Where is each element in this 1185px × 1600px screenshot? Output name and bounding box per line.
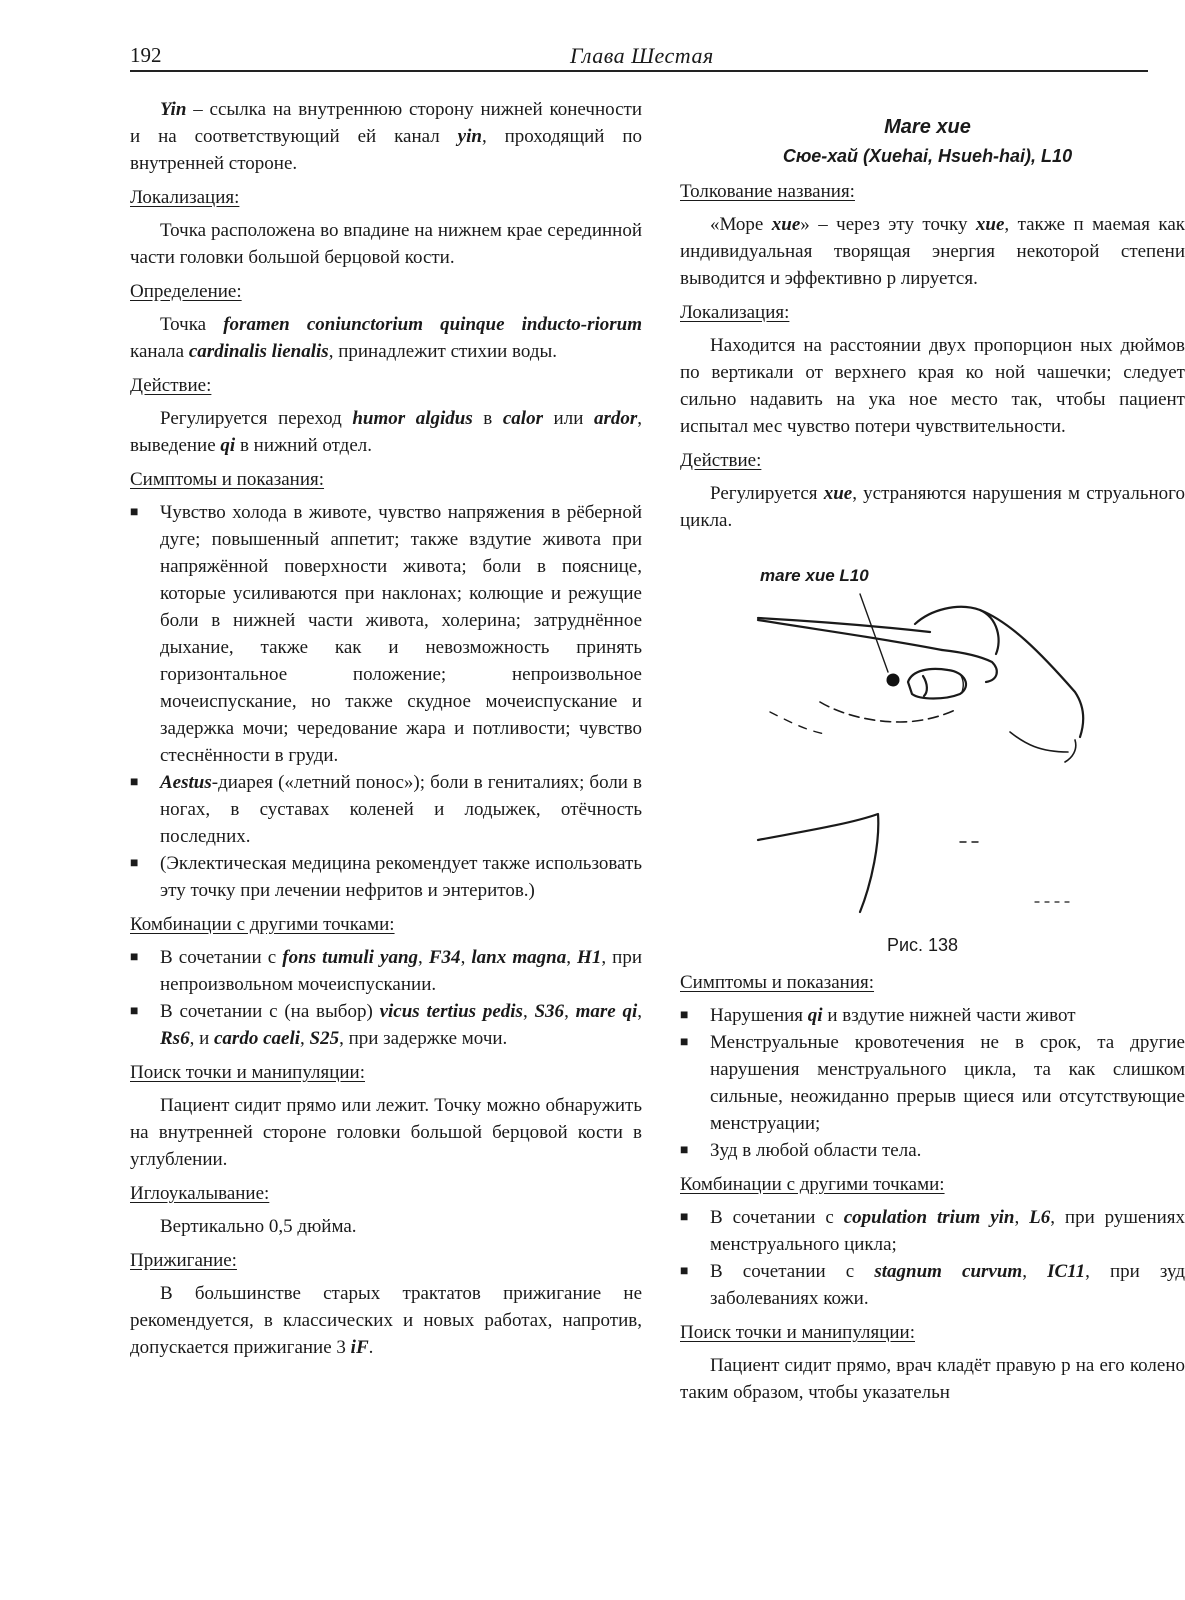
localization-heading-text: Локализация: (680, 302, 790, 323)
part: , (637, 1001, 643, 1022)
list-item-text: Менструальные кровотечения не в срок, та другие нарушения менструального цикла, та как слишком сильные, неожиданно прерыв щиеся или отсутствующие менструации; (710, 1032, 1185, 1134)
acupuncture-heading-text: Иглоукалывание: (130, 1183, 270, 1204)
list-item-text: Зуд в любой области тела. (710, 1140, 922, 1161)
combinations-heading (130, 911, 642, 938)
list-item (130, 769, 642, 850)
definition-term: foramen coniunctorium quinque inducto-riorum (223, 314, 642, 335)
header-rule (130, 70, 1148, 72)
term: S25 (309, 1028, 340, 1049)
left-column (130, 96, 642, 1361)
action-term: ardor (593, 408, 638, 429)
symptoms-list (130, 499, 642, 904)
action-heading-text: Действие: (680, 450, 762, 471)
combinations-heading-text: Комбинации с другими точками: (130, 914, 395, 935)
part: , при рушениях менструального цикла; (710, 1207, 1185, 1255)
part: В сочетании с (на выбор) (160, 1001, 380, 1022)
localization-heading (130, 184, 642, 211)
name-interpretation-heading (680, 178, 1185, 205)
right-column (680, 113, 1185, 1406)
list-item-text: Чувство холода в животе, чувство напряжения в рёберной дуге; повышенный аппетит; также вздутие живота при напряжённой поверхности живота; боли в пояснице, которые усиливаются при наклонах; колющие и режущие боли в нижней части живота, холерина; затруднённое дыхание, также как и невозможность принять горизонтальное положение; непроизвольное мочеиспускание, но также скудное мочеиспускание и задержка мочи; чередование жара и потливости; чувство стеснённости в груди. (160, 502, 642, 766)
term: vicus tertius pedis (379, 1001, 523, 1022)
part: Регулируется (710, 483, 824, 504)
term: fons tumuli yang (282, 947, 419, 968)
figure-138 (680, 562, 1185, 962)
action-heading (130, 372, 642, 399)
part: , (1014, 1207, 1030, 1228)
part: , устраняются нарушения м струального цикла. (680, 483, 1185, 531)
acupuncture-text: Вертикально 0,5 дюйма. (160, 1216, 357, 1237)
term: H1 (577, 947, 602, 968)
list-item (680, 1029, 1185, 1137)
part: , (564, 1001, 576, 1022)
moxibustion-heading (130, 1247, 642, 1274)
search-heading-text: Поиск точки и манипуляции: (680, 1322, 915, 1343)
list-item (680, 1002, 1185, 1029)
square-bullet-icon: ■ (130, 1004, 139, 1019)
list-item (130, 944, 642, 998)
part: «Море (710, 214, 772, 235)
hand-on-knee-illustration (680, 562, 1185, 932)
part: В сочетании с (160, 947, 283, 968)
name-interpretation-text (680, 211, 1185, 292)
search-heading-right (680, 1319, 1185, 1346)
part: , при непроизвольном мочеиспускании. (160, 947, 643, 995)
part: и вздутие нижней части живот (822, 1005, 1076, 1026)
part: , (522, 1001, 535, 1022)
action-text (130, 405, 642, 459)
symptoms-heading-text: Симптомы и показания: (130, 469, 325, 490)
square-bullet-icon: ■ (680, 1008, 689, 1023)
list-item (680, 1258, 1185, 1312)
square-bullet-icon: ■ (130, 950, 139, 965)
part: . (368, 1337, 374, 1358)
intro-paragraph (130, 96, 642, 177)
search-text: Пациент сидит прямо или лежит. Точку можно обнаружить на внутренней стороне головки большой берцовой кости в углублении. (130, 1095, 642, 1170)
term: cardo caeli (214, 1028, 301, 1049)
point-title: Mare xue (884, 116, 971, 138)
part: , при зуд заболеваниях кожи. (710, 1261, 1185, 1309)
term: xue (823, 483, 853, 504)
part: » – через эту точку (800, 214, 976, 235)
list-item (130, 499, 642, 769)
action-term: calor (502, 408, 543, 429)
chapter-title: Глава Шестая (570, 43, 714, 68)
action-heading-text: Действие: (130, 375, 212, 396)
symptoms-heading-right (680, 969, 1185, 996)
definition-heading (130, 278, 642, 305)
term: qi (807, 1005, 823, 1026)
term: F34 (428, 947, 461, 968)
page-number: 192 (130, 43, 162, 67)
figure-caption: Рис. 138 (886, 935, 959, 955)
action-part: или (542, 408, 594, 429)
action-part: в нижний отдел. (235, 435, 373, 456)
intro-text-2: , проходящий по внутренней стороне. (130, 126, 643, 174)
term: Rs6 (160, 1028, 190, 1049)
term: copulation trium yin (843, 1207, 1015, 1228)
list-item (130, 998, 642, 1052)
action-part: Регулируется переход (160, 408, 353, 429)
definition-part: , принадлежит стихии воды. (328, 341, 558, 362)
localization-heading-text: Локализация: (130, 187, 240, 208)
action-part: , выведение (130, 408, 642, 456)
symptoms-heading (130, 466, 642, 493)
list-item (680, 1204, 1185, 1258)
term: xue (771, 214, 801, 235)
list-item (680, 1137, 1185, 1164)
part: В сочетании с (710, 1261, 875, 1282)
term: L6 (1029, 1207, 1051, 1228)
term: S36 (534, 1001, 565, 1022)
localization-text-right: Находится на расстоянии двух пропорцион ных дюймов по вертикали от верхнего края ко ной чашечки; следует сильно надавить на ука ное место так, чтобы пациент испытал мес чувство потери чувствительности. (680, 335, 1185, 437)
part: , (418, 947, 429, 968)
symptoms-list-right (680, 1002, 1185, 1164)
term: iF (350, 1337, 369, 1358)
search-text-right: Пациент сидит прямо, врач кладёт правую р на его колено таким образом, чтобы указательн (680, 1355, 1185, 1403)
term: IC11 (1047, 1261, 1086, 1282)
action-term: qi (220, 435, 236, 456)
figure-label: mare xue L10 (760, 566, 869, 585)
part: , при задержке мочи. (339, 1028, 508, 1049)
part: Нарушения (710, 1005, 808, 1026)
moxibustion-heading-text: Прижигание: (130, 1250, 237, 1271)
point-subtitle: Сюе-хай (Xuehai, Hsueh-hai), L10 (782, 146, 1073, 166)
symptoms-heading-text: Симптомы и показания: (680, 972, 875, 993)
list-item-text: -диарея («летний понос»); боли в гениталиях; боли в ногах, в суставах коленей и лодыжек, отёчность последних. (160, 772, 642, 847)
combinations-list-right (680, 1204, 1185, 1312)
intro-term-2: yin (457, 126, 482, 147)
definition-part: Точка (160, 314, 224, 335)
localization-text: Точка расположена во впадине на нижнем крае серединной части головки большой берцовой кости. (130, 220, 642, 268)
square-bullet-icon: ■ (130, 505, 139, 520)
part: , (460, 947, 472, 968)
square-bullet-icon: ■ (680, 1035, 689, 1050)
list-item (130, 850, 642, 904)
intro-text: – ссылка на внутреннюю сторону нижней конечности и на соответствующий ей канал (130, 99, 642, 147)
term: xue (975, 214, 1005, 235)
term: mare qi (575, 1001, 638, 1022)
action-part: в (472, 408, 503, 429)
localization-heading-right (680, 299, 1185, 326)
combinations-heading-text: Комбинации с другими точками: (680, 1174, 945, 1195)
list-item-term: Aestus (160, 772, 212, 793)
list-item-text: (Эклектическая медицина рекомендует также использовать эту точку при лечении нефритов и энтеритов.) (160, 853, 642, 901)
square-bullet-icon: ■ (680, 1264, 689, 1279)
acupuncture-heading (130, 1180, 642, 1207)
intro-term: Yin (160, 99, 187, 120)
moxibustion-text (130, 1280, 642, 1361)
search-heading (130, 1059, 642, 1086)
part: В сочетании с (710, 1207, 844, 1228)
square-bullet-icon: ■ (130, 775, 139, 790)
definition-text (130, 311, 642, 365)
part: , и (189, 1028, 214, 1049)
part: В большинстве старых трактатов прижигание не рекомендуется, в классических и новых работах, напротив, допускается прижигание 3 (130, 1283, 642, 1358)
part: , (1022, 1261, 1048, 1282)
action-text-right (680, 480, 1185, 534)
name-interpretation-heading-text: Толкование названия: (680, 181, 855, 202)
term: lanx magna (471, 947, 567, 968)
part: , (300, 1028, 310, 1049)
part: , (566, 947, 578, 968)
search-heading-text: Поиск точки и манипуляции: (130, 1062, 365, 1083)
definition-heading-text: Определение: (130, 281, 242, 302)
acupoint-marker (887, 674, 900, 687)
action-heading-right (680, 447, 1185, 474)
action-term: humor algidus (352, 408, 473, 429)
definition-term: cardinalis lienalis (188, 341, 329, 362)
combinations-heading-right (680, 1171, 1185, 1198)
combinations-list (130, 944, 642, 1052)
page-header (130, 40, 1148, 72)
square-bullet-icon: ■ (680, 1210, 689, 1225)
square-bullet-icon: ■ (680, 1143, 689, 1158)
part: , также п маемая как индивидуальная творящая энергия некоторой степени выводится и эффективно р лируется. (680, 214, 1185, 289)
term: stagnum curvum (874, 1261, 1023, 1282)
definition-part: канала (130, 341, 189, 362)
square-bullet-icon: ■ (130, 856, 139, 871)
